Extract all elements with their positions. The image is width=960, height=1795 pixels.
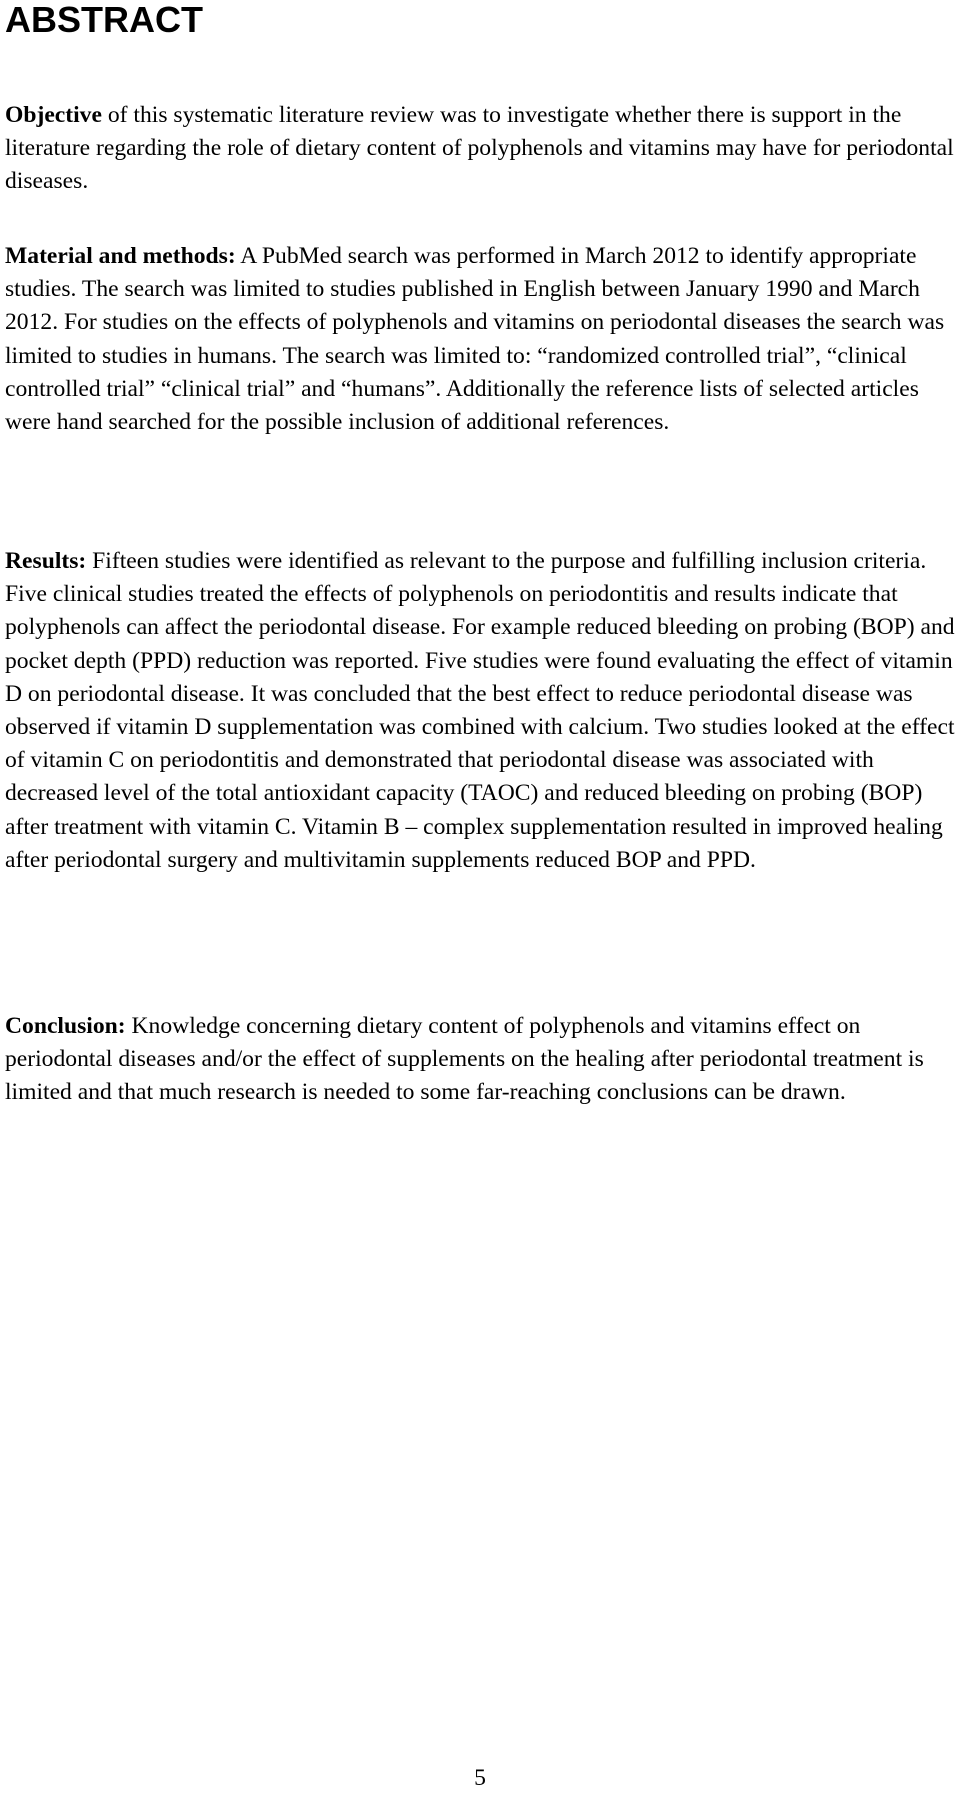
conclusion-label: Conclusion:: [5, 1013, 126, 1039]
results-paragraph: [5, 545, 958, 877]
methods-label: Material and methods:: [5, 243, 236, 269]
methods-paragraph: [5, 240, 958, 439]
methods-text: A PubMed search was performed in March 2012 to identify appropriate studies. The search was limited to studies published in English between January 1990 and March 2012. For studies on the effects of polyphenols and vitamins on periodontal diseases the search was limited to studies in humans. The search was limited to: “randomized controlled trial”, “clinical controlled trial” “clinical trial” and “humans”. Additionally the reference lists of selected articles were hand searched for the possible inclusion of additional references.: [5, 243, 945, 436]
conclusion-paragraph: [5, 1010, 958, 1110]
objective-text: of this systematic literature review was to investigate whether there is support in the literature regarding the role of dietary content of polyphenols and vitamins may have for periodontal diseases.: [5, 102, 954, 195]
objective-paragraph: [5, 99, 958, 199]
page-number: 5: [474, 1765, 486, 1791]
results-label: Results:: [5, 548, 87, 574]
document-page: [5, 0, 958, 1106]
objective-label: Objective: [5, 102, 102, 128]
conclusion-text: Knowledge concerning dietary content of polyphenols and vitamins effect on periodontal diseases and/or the effect of supplements on the healing after periodontal treatment is limited and that much research is needed to some far-reaching conclusions can be drawn.: [5, 1013, 924, 1106]
results-text: Fifteen studies were identified as relevant to the purpose and fulfilling inclusion criteria. Five clinical studies treated the effects of polyphenols on periodontitis and results indicate that polyphenols can affect the periodontal disease. For example reduced bleeding on probing (BOP) and pocket depth (PPD) reduction was reported. Five studies were found evaluating the effect of vitamin D on periodontal disease. It was concluded that the best effect to reduce periodontal disease was observed if vitamin D supplementation was combined with calcium. Two studies looked at the effect of vitamin C on periodontitis and demonstrated that periodontal disease was associated with decreased level of the total antioxidant capacity (TAOC) and reduced bleeding on probing (BOP) after treatment with vitamin C. Vitamin B – complex supplementation resulted in improved healing after periodontal surgery and multivitamin supplements reduced BOP and PPD.: [5, 548, 955, 873]
abstract-heading: ABSTRACT: [5, 0, 203, 40]
